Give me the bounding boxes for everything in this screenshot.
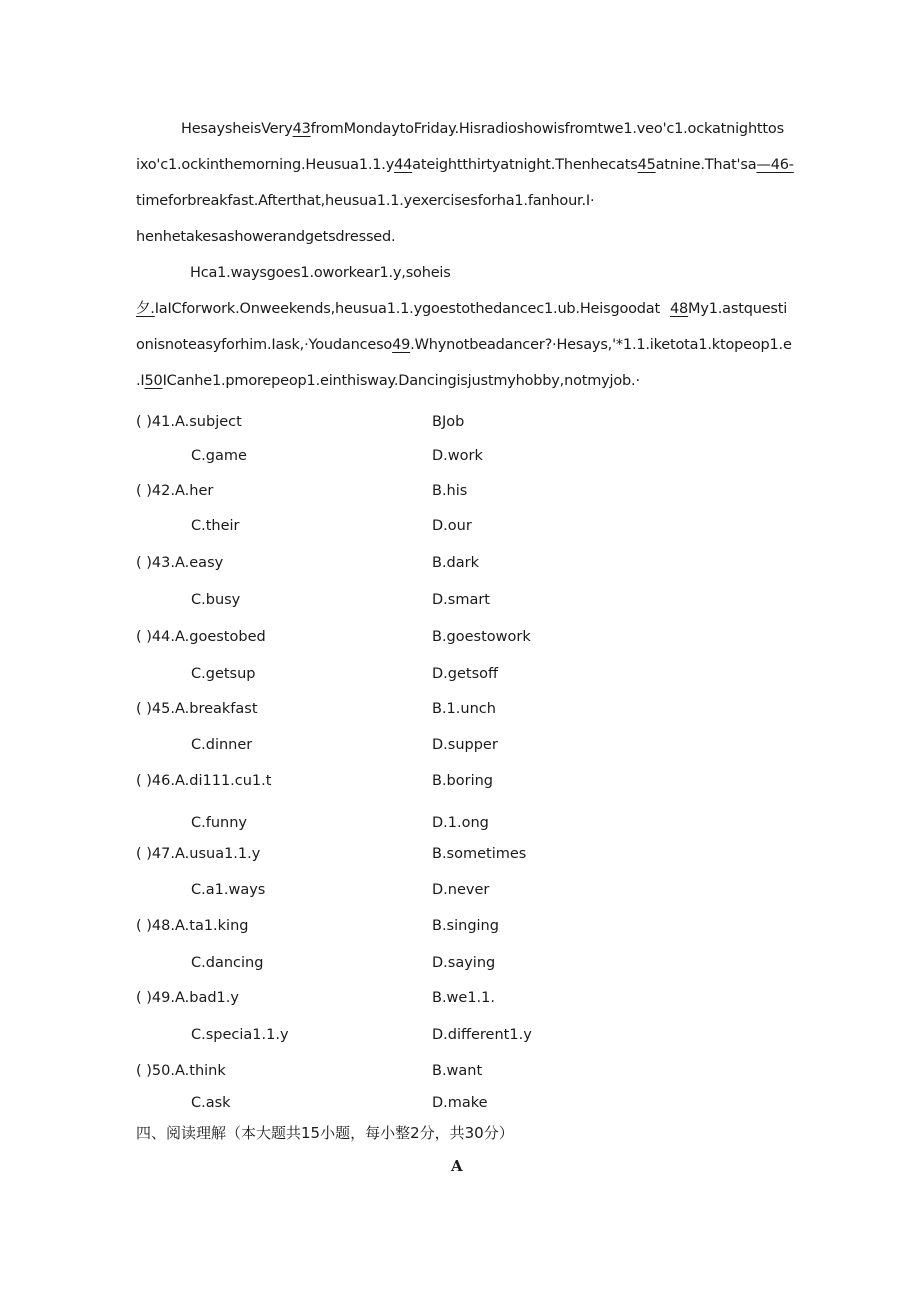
question-50: ( )50.A.think <box>136 1063 226 1079</box>
option-46-d: D.1.ong <box>432 815 489 831</box>
option-48-b: B.singing <box>432 918 499 934</box>
option-49-d: D.different1.y <box>432 1027 532 1043</box>
option-46-c: C.funny <box>191 815 247 831</box>
option-50-d: D.make <box>432 1095 488 1111</box>
option-46-b: B.boring <box>432 773 494 789</box>
option-42-d: D.our <box>432 518 472 534</box>
option-48-d: D.saying <box>432 955 496 971</box>
option-43-d: D.smart <box>432 592 490 608</box>
option-49-c: C.specia1.1.y <box>191 1027 289 1043</box>
question-49: ( )49.A.bad1.y <box>136 990 239 1006</box>
option-50-c: C.ask <box>191 1095 231 1111</box>
question-41: ( )41.A.subject <box>136 414 242 430</box>
blank-48: 48 <box>669 301 689 317</box>
blank-47: 夕. <box>136 301 155 317</box>
passage-line: henhetakesashowerandgetsdressed. <box>136 229 396 245</box>
text: My1.astquesti <box>688 301 788 317</box>
option-44-d: D.getsoff <box>432 666 499 682</box>
blank-49: 49 <box>392 337 411 353</box>
question-43: ( )43.A.easy <box>136 555 224 571</box>
question-42: ( )42.A.her <box>136 483 214 499</box>
blank-45: 45 <box>637 157 656 173</box>
option-45-b: B.1.unch <box>432 701 496 717</box>
option-43-c: C.busy <box>191 592 241 608</box>
passage-line <box>136 291 786 327</box>
text: atnine.That'sa <box>655 157 757 173</box>
option-44-c: C.getsup <box>191 666 256 682</box>
option-45-c: C.dinner <box>191 737 253 753</box>
option-41-b: BJob <box>432 414 465 430</box>
option-47-c: C.a1.ways <box>191 882 266 898</box>
text: ateightthirtyatnight.Thenhecats <box>412 157 638 173</box>
passage-paragraph-2 <box>136 255 792 399</box>
blank-43: 43 <box>292 121 311 137</box>
option-45-d: D.supper <box>432 737 498 753</box>
text: ICanhe1.pmorepeop1.einthisway.Dancingisjustmyhobby,notmyjob.· <box>162 373 640 389</box>
text: onisnoteasyforhim.Iask,·Youdanceso <box>136 337 393 353</box>
option-47-d: D.never <box>432 882 490 898</box>
text: IaICforwork.Onweekends,heusua1.1.ygoestothedancec1.ub.Heisgoodat <box>154 301 660 317</box>
text: HesaysheisVery <box>181 121 293 137</box>
passage-line <box>136 363 786 399</box>
text: ixo'c1.ockinthemorning.Heusua1.1.y <box>136 157 395 173</box>
blank-44: 44 <box>394 157 413 173</box>
text: .Whynotbeadancer?·Hesays,'*1.1.iketota1.ktopeop1.e <box>410 337 792 353</box>
section-title: 四、阅读理解（本大题共15小题，每小整2分，共30分） <box>136 1124 514 1142</box>
option-49-b: B.we1.1. <box>432 990 496 1006</box>
passage-paragraph-1 <box>136 111 794 255</box>
passage-line: Hca1.waysgoes1.oworkear1.y,soheis <box>190 265 451 281</box>
option-41-d: D.work <box>432 448 483 464</box>
part-a-heading: A <box>451 1157 463 1175</box>
blank-50: 50 <box>144 373 163 389</box>
question-47: ( )47.A.usua1.1.y <box>136 846 261 862</box>
option-48-c: C.dancing <box>191 955 264 971</box>
option-41-c: C.game <box>191 448 247 464</box>
option-47-b: B.sometimes <box>432 846 527 862</box>
passage-line <box>136 327 792 363</box>
text: fromMondaytoFriday.Hisradioshowisfromtwe1.veo'c1.ockatnighttos <box>310 121 784 137</box>
passage-line <box>136 111 786 147</box>
question-44: ( )44.A.goestobed <box>136 629 266 645</box>
text: .I <box>136 373 145 389</box>
option-43-b: B.dark <box>432 555 480 571</box>
blank-46: —46- <box>756 157 794 173</box>
option-44-b: B.goestowork <box>432 629 531 645</box>
question-45: ( )45.A.breakfast <box>136 701 258 717</box>
question-48: ( )48.A.ta1.king <box>136 918 249 934</box>
passage-line <box>136 147 794 183</box>
question-46: ( )46.A.di111.cu1.t <box>136 773 272 789</box>
option-50-b: B.want <box>432 1063 483 1079</box>
option-42-c: C.their <box>191 518 240 534</box>
passage-line: timeforbreakfast.Afterthat,heusua1.1.yexercisesforha1.fanhour.I· <box>136 193 595 209</box>
option-42-b: B.his <box>432 483 468 499</box>
